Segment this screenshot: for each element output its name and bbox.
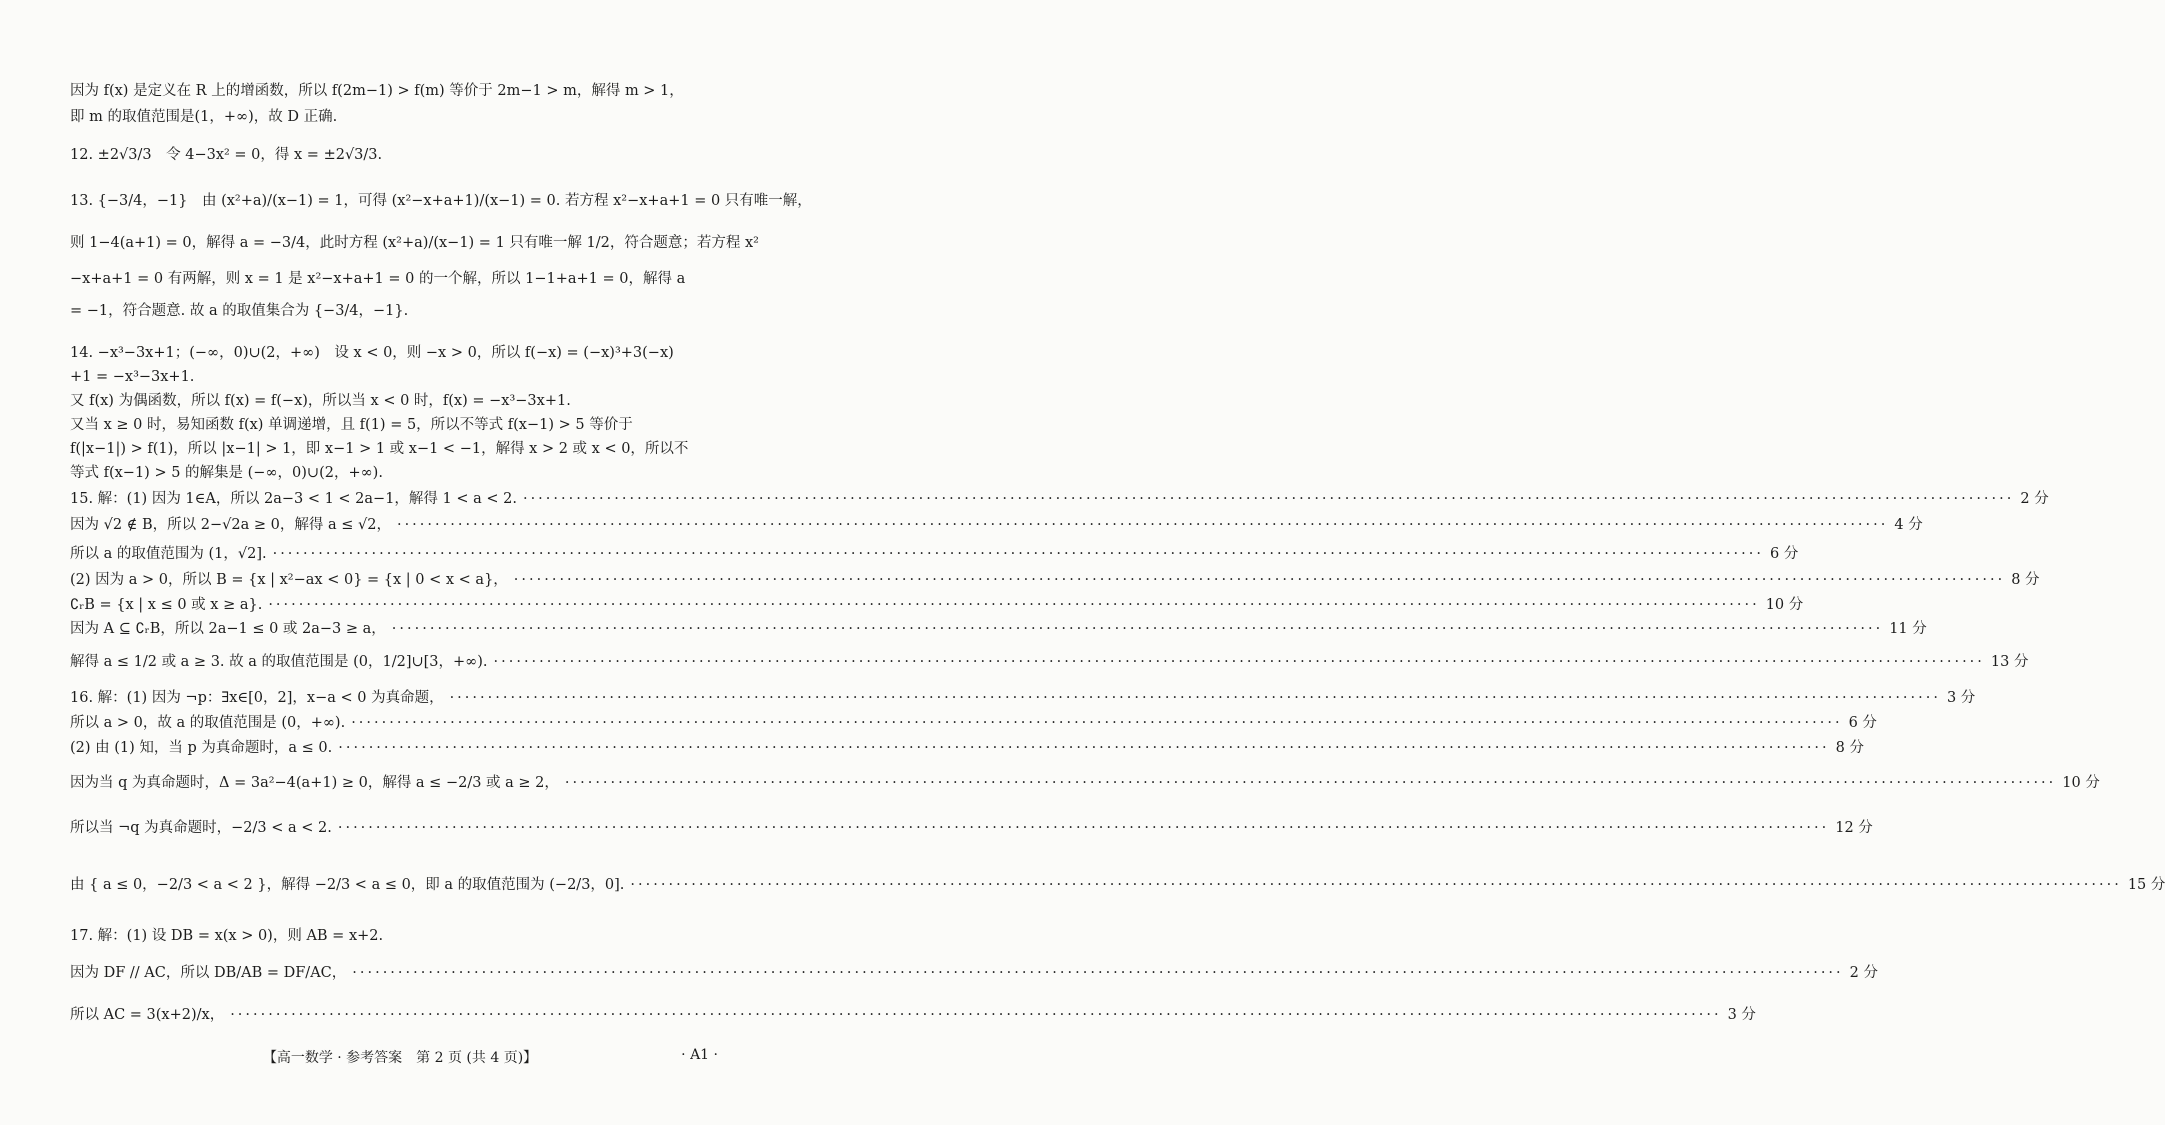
- scored-line: [70, 617, 1927, 641]
- step-score: 15 分: [2127, 877, 2165, 893]
- answer-12: 12. ±2√3/3 令 4−3x² = 0，得 x = ±2√3/3.: [70, 147, 383, 163]
- answer-13: 13. {−3/4，−1} 由 (x²+a)/(x−1) = 1，可得 (x²−x+a+1)/(x−1) = 0. 若方程 x²−x+a+1 = 0 只有唯一解，: [70, 193, 812, 209]
- step-text: 16. 解：(1) 因为 ¬p：∃x∈[0，2]，x−a < 0 为真命题，: [70, 690, 444, 706]
- step-score: 6 分: [1848, 715, 1877, 731]
- step-text: 所以 AC = 3(x+2)/x，: [70, 1007, 225, 1023]
- step-text: 因为 A ⊆ ∁ᵣB，所以 2a−1 ≤ 0 或 2a−3 ≥ a，: [70, 621, 386, 637]
- step-score: 12 分: [1835, 820, 1873, 836]
- scored-line: [70, 711, 1877, 735]
- leader-dots: [338, 737, 1829, 759]
- answer-17: 17. 解：(1) 设 DB = x(x > 0)，则 AB = x+2.: [70, 928, 384, 944]
- page-footer: [0, 1047, 800, 1069]
- text-line: 等式 f(x−1) > 5 的解集是 (−∞，0)∪(2，+∞).: [70, 465, 383, 481]
- step-score: 8 分: [1835, 740, 1864, 756]
- leader-dots: [565, 772, 2056, 794]
- step-score: 3 分: [1727, 1007, 1756, 1023]
- leader-dots: [450, 687, 1941, 709]
- step-score: 13 分: [1990, 654, 2029, 670]
- step-text: (2) 由 (1) 知，当 p 为真命题时，a ≤ 0.: [70, 740, 333, 756]
- step-score: 2 分: [2020, 491, 2049, 507]
- text-line: = −1，符合题意. 故 a 的取值集合为 {−3/4，−1}.: [70, 303, 409, 319]
- scored-line: [70, 487, 2049, 511]
- scored-line: [70, 771, 2100, 795]
- step-text: 因为 √2 ∉ B，所以 2−√2a ≥ 0，解得 a ≤ √2，: [70, 517, 391, 533]
- leader-dots: [338, 817, 1829, 839]
- step-text: (2) 因为 a > 0，所以 B = {x | x²−ax < 0} = {x | 0 < x < a}，: [70, 572, 508, 588]
- step-text: 因为当 q 为真命题时，Δ = 3a²−4(a+1) ≥ 0，解得 a ≤ −2/3 或 a ≥ 2，: [70, 775, 559, 791]
- leader-dots: [630, 874, 2121, 896]
- scored-line: [70, 736, 1864, 760]
- text-line: 因为 f(x) 是定义在 R 上的增函数，所以 f(2m−1) > f(m) 等价于 2m−1 > m，解得 m > 1，: [70, 83, 684, 99]
- step-text: 由 { a ≤ 0，−2/3 < a < 2 }，解得 −2/3 < a ≤ 0，即 a 的取值范围为 (−2/3，0].: [70, 877, 625, 893]
- scored-line: [70, 513, 1923, 537]
- leader-dots: [352, 962, 1843, 984]
- scored-line: [70, 568, 2040, 592]
- footer-code: · A1 ·: [681, 1047, 718, 1063]
- leader-dots: [514, 569, 2005, 591]
- scored-line: [70, 686, 1976, 710]
- step-text: 解得 a ≤ 1/2 或 a ≥ 3. 故 a 的取值范围是 (0，1/2]∪[3，+∞).: [70, 654, 488, 670]
- scored-line: [70, 542, 1799, 566]
- scored-line: [70, 650, 2029, 674]
- text-line: −x+a+1 = 0 有两解，则 x = 1 是 x²−x+a+1 = 0 的一个解，所以 1−1+a+1 = 0，解得 a: [70, 271, 686, 287]
- answer-14: 14. −x³−3x+1；(−∞，0)∪(2，+∞) 设 x < 0，则 −x > 0，所以 f(−x) = (−x)³+3(−x): [70, 345, 674, 361]
- footer-title: 【高一数学 · 参考答案 第 2 页 (共 4 页)】: [262, 1050, 538, 1066]
- step-score: 10 分: [2062, 775, 2100, 791]
- step-score: 4 分: [1894, 517, 1923, 533]
- scored-line: [70, 593, 1804, 617]
- leader-dots: [273, 543, 1764, 565]
- leader-dots: [351, 712, 1842, 734]
- text-line: f(|x−1|) > f(1)，所以 |x−1| > 1，即 x−1 > 1 或 x−1 < −1，解得 x > 2 或 x < 0，所以不: [70, 441, 689, 457]
- step-score: 3 分: [1946, 690, 1976, 706]
- scored-line: [70, 816, 1873, 840]
- step-score: 11 分: [1889, 621, 1927, 637]
- text-line: 即 m 的取值范围是(1，+∞)，故 D 正确.: [70, 109, 338, 125]
- step-text: 所以 a 的取值范围为 (1，√2].: [70, 546, 267, 562]
- step-score: 10 分: [1765, 597, 1804, 613]
- leader-dots: [230, 1004, 1721, 1026]
- text-line: 又 f(x) 为偶函数，所以 f(x) = f(−x)，所以当 x < 0 时，f(x) = −x³−3x+1.: [70, 393, 571, 409]
- step-text: 15. 解：(1) 因为 1∈A，所以 2a−3 < 1 < 2a−1，解得 1 < a < 2.: [70, 491, 517, 507]
- leader-dots: [523, 488, 2014, 510]
- scored-line: [70, 1003, 1756, 1027]
- leader-dots: [268, 594, 1759, 616]
- text-line: 又当 x ≥ 0 时，易知函数 f(x) 单调递增，且 f(1) = 5，所以不等式 f(x−1) > 5 等价于: [70, 417, 633, 433]
- scored-line: [70, 873, 2165, 897]
- leader-dots: [494, 651, 1985, 673]
- step-score: 6 分: [1769, 546, 1799, 562]
- step-score: 2 分: [1849, 965, 1878, 981]
- scored-line: [70, 961, 1878, 985]
- step-text: 所以 a > 0，故 a 的取值范围是 (0，+∞).: [70, 715, 346, 731]
- text-line: 则 1−4(a+1) = 0，解得 a = −3/4，此时方程 (x²+a)/(x−1) = 1 只有唯一解 1/2，符合题意；若方程 x²: [70, 235, 759, 251]
- leader-dots: [397, 514, 1888, 536]
- text-line: +1 = −x³−3x+1.: [70, 369, 195, 385]
- step-text: 所以当 ¬q 为真命题时，−2/3 < a < 2.: [70, 820, 332, 836]
- step-text: 因为 DF // AC，所以 DB/AB = DF/AC，: [70, 965, 347, 981]
- leader-dots: [392, 618, 1883, 640]
- step-score: 8 分: [2011, 572, 2040, 588]
- step-text: ∁ᵣB = {x | x ≤ 0 或 x ≥ a}.: [70, 597, 263, 613]
